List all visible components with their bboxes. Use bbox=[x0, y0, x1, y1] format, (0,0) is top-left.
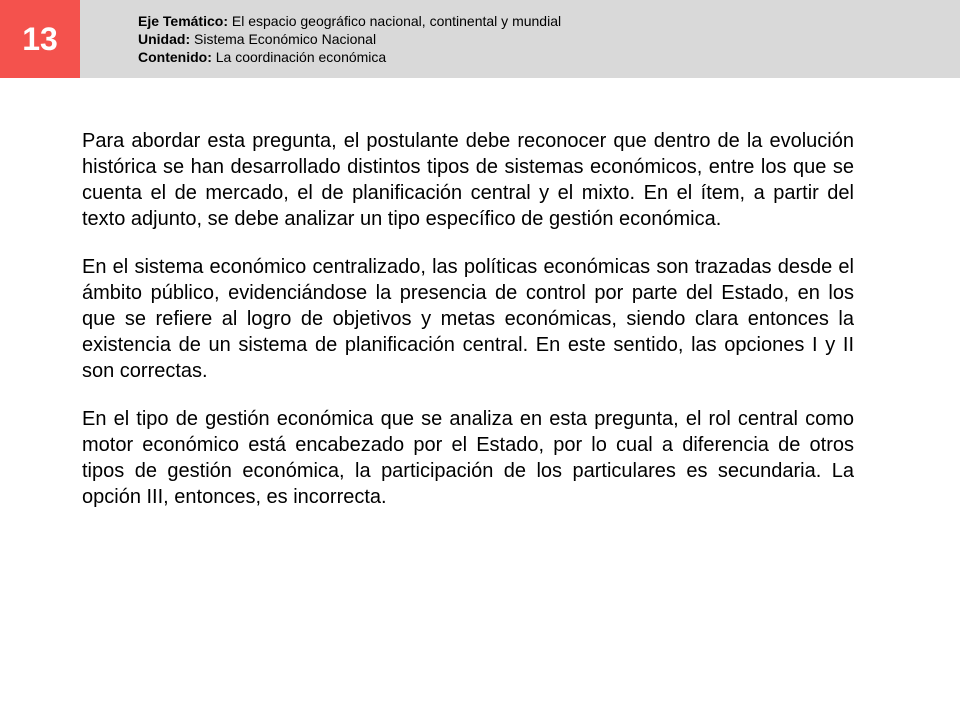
question-number-badge: 13 bbox=[0, 0, 80, 78]
paragraph-1: Para abordar esta pregunta, el postulante debe reconocer que dentro de la evolución histórica se han desarrollado distintos tipos de sistemas económicos, entre los que se cuenta el de mercado, el de planificación central y el mixto. En el ítem, a partir del texto adjunto, se debe analizar un tipo específico de gestión económica. bbox=[82, 130, 854, 230]
contenido-label: Contenido: bbox=[138, 49, 212, 65]
header-meta bbox=[138, 12, 561, 66]
unidad-label: Unidad: bbox=[138, 31, 191, 47]
header-bar bbox=[0, 0, 960, 78]
paragraph-2: En el sistema económico centralizado, las políticas económicas son trazadas desde el ámbito público, evidenciándose la presencia de control por parte del Estado, en los que se refiere al logro de objetivos y metas económicas, siendo clara entonces la existencia de un sistema de planificación central. En este sentido, las opciones I y II son correctas. bbox=[82, 256, 854, 382]
body-content bbox=[82, 128, 854, 532]
eje-tematico-line bbox=[138, 12, 561, 30]
eje-tematico-label: Eje Temático: bbox=[138, 13, 228, 29]
paragraph-3: En el tipo de gestión económica que se analiza en esta pregunta, el rol central como motor económico está encabezado por el Estado, por lo cual a diferencia de otros tipos de gestión económica, la participación de los particulares es secundaria. La opción III, entonces, es incorrecta. bbox=[82, 408, 854, 508]
contenido-value: La coordinación económica bbox=[211, 49, 387, 65]
unidad-line bbox=[138, 30, 561, 48]
eje-tematico-value: El espacio geográfico nacional, continental y mundial bbox=[228, 13, 562, 29]
contenido-line bbox=[138, 48, 561, 66]
unidad-value: Sistema Económico Nacional bbox=[190, 31, 377, 47]
